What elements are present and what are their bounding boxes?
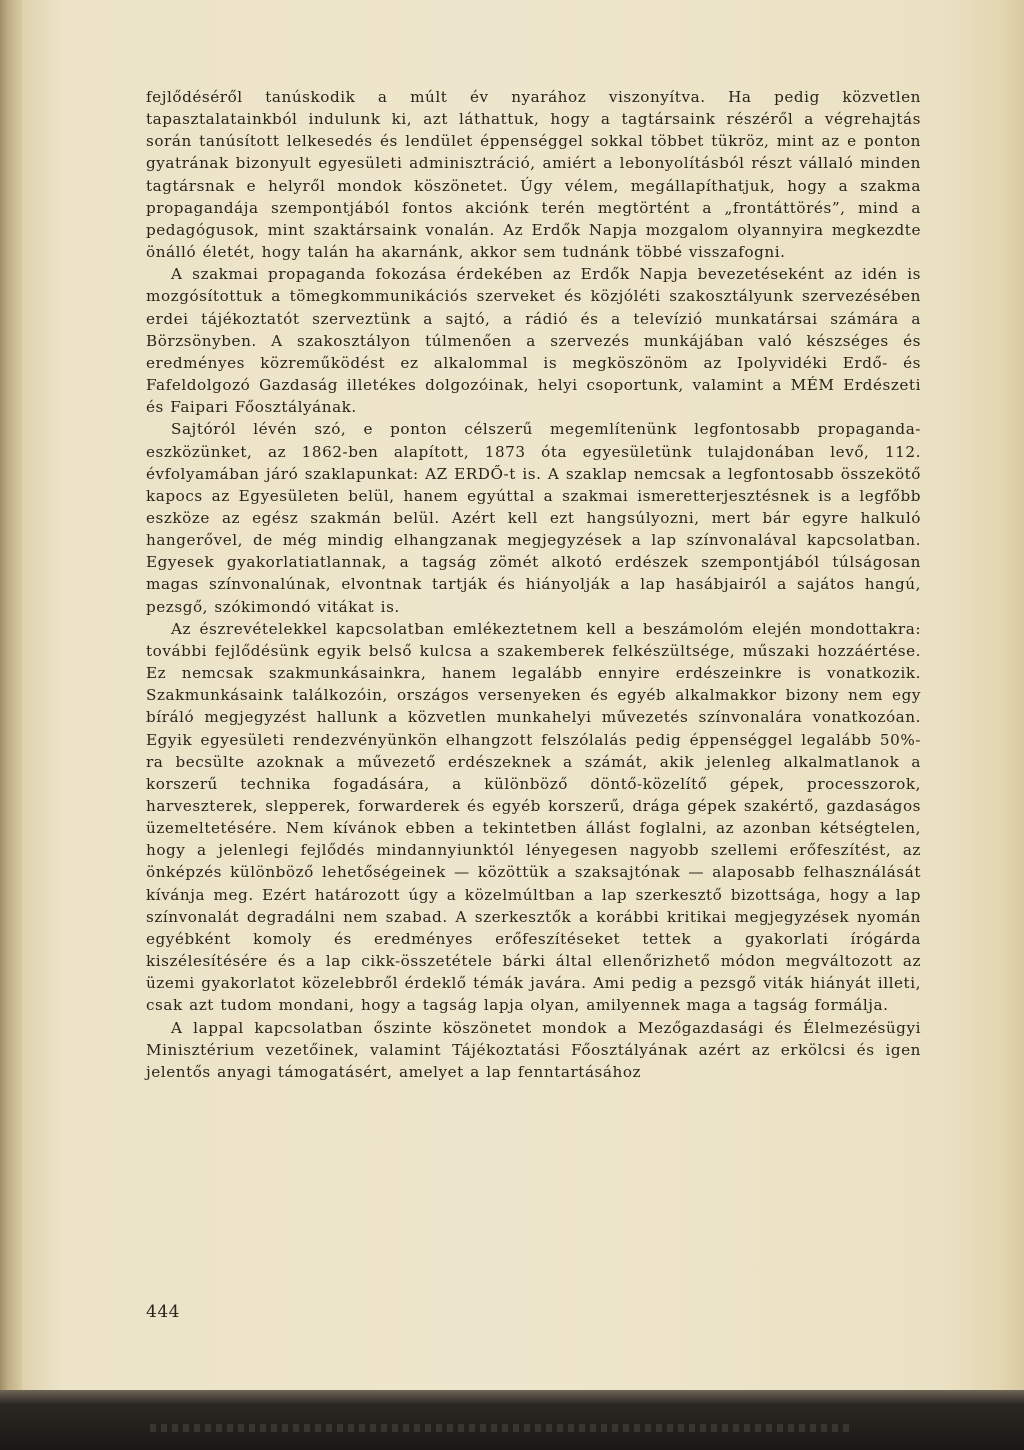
paragraph: Sajtóról lévén szó, e ponton célszerű megemlítenünk legfontosabb propaganda-eszközünket, az 1862-ben alapított, 1873 óta egyesületünk tulajdonában levő, 112. évfolyamában járó szaklapunkat: AZ ERDŐ-t is. A szaklap nemcsak a legfontosabb összekötő kapocs az Egyesületen belül, hanem egyúttal a szakmai ismeretterjesztésnek is a legfőbb eszköze az egész szakmán belül. Azért kell ezt hangsúlyozni, mert bár egyre halkuló hangerővel, de még mindig elhangzanak megjegyzések a lap színvonalával kapcsolatban. Egyesek gyakorlatiatlannak, a tagság zömét alkotó erdészek szempontjából túlságosan magas színvonalúnak, elvontnak tartják és hiányolják a lap hasábjairól a sajátos hangú, pezsgő, szókimondó vitákat is. [146,420,921,616]
paragraph: Az észrevételekkel kapcsolatban emlékeztetnem kell a beszámolóm elején mondottakra: további fejlődésünk egyik belső kulcsa a szakemberek felkészültsége, műszaki hozzáértése. Ez nemcsak szakmunkásainkra, hanem legalább ennyire erdészeinkre is vonatkozik. Szakmunkásaink találkozóin, országos versenyeken és egyéb alkalmakkor bizony nem egy bíráló megjegyzést hallunk a közvetlen munkahelyi művezetés színvonalára vonatkozóan. Egyik egyesületi rendezvényünkön elhangzott felszólalás pedig éppenséggel legalább 50%-ra becsülte azoknak a művezető erdészeknek a számát, akik jelenleg alkalmatlanok a korszerű technika fogadására, a különböző döntő-közelítő gépek, processzorok, harveszterek, slepperek, forwarderek és egyéb korszerű, drága gépek szakértő, gazdaságos üzemeltetésére. Nem kívánok ebben a tekintetben állást foglalni, az azonban kétségtelen, hogy a jelenlegi fejlődés mindannyiunktól lényegesen nagyobb szellemi erőfeszítést, az önképzés különböző lehetőségeinek — közöttük a szaksajtónak — alaposabb felhasználását kívánja meg. Ezért határozott úgy a közelmúltban a lap szerkesztő bizottsága, hogy a lap színvonalát degradálni nem szabad. A szerkesztők a korábbi kritikai megjegyzések nyomán egyébként komoly és eredményes erőfeszítéseket tettek a gyakorlati írógárda kiszélesítésére és a lap cikk-összetétele bárki által ellenőrizhető módon megváltozott az üzemi gyakorlatot közelebbről érdeklő témák javára. Ami pedig a pezsgő viták hiányát illeti, csak azt tudom mondani, hogy a tagság lapja olyan, amilyennek maga a tagság formálja. [146,619,921,1015]
paragraph: A lappal kapcsolatban őszinte köszönetet mondok a Mezőgazdasági és Élelmezésügyi Minisztérium vezetőinek, valamint Tájékoztatási Főosztályának azért az erkölcsi és igen jelentős anyagi támogatásért, amelyet a lap fenntartásához [146,1018,921,1081]
scanner-bottom-edge [0,1390,1024,1450]
book-spine-edge [0,0,22,1450]
paragraph: fejlődéséről tanúskodik a múlt év nyarához viszonyítva. Ha pedig közvetlen tapasztalatainkból indulunk ki, azt láthattuk, hogy a tagtársaink részéről a végrehajtás során tanúsított lelkesedés és lendület éppenséggel sokkal többet tükröz, mint az e ponton gyatrának bizonyult egyesületi adminisztráció, amiért a lebonyolításból részt vállaló minden tagtársnak e helyről mondok köszönetet. Úgy vélem, megállapíthatjuk, hogy a szakma propagandája szempontjából fontos akciónk terén megtörtént a „frontáttörés”, mind a pedagógusok, mint szaktársaink vonalán. Az Erdők Napja mozgalom olyannyira megkezdte önálló életét, hogy talán ha akarnánk, akkor sem tudnánk többé visszafogni. [146,88,921,262]
bleed-through-text [150,1424,850,1432]
page-number: 444 [146,1302,180,1322]
body-text [146,86,921,1083]
paragraph: A szakmai propaganda fokozása érdekében az Erdők Napja bevezetéseként az idén is mozgósítottuk a tömegkommunikációs szerveket és közjóléti szakosztályunk szervezésében erdei tájékoztatót szerveztünk a sajtó, a rádió és a televízió munkatársai számára a Börzsönyben. A szakosztályon túlmenően a szervezés munkájában való készséges és eredményes közreműködést ez alkalommal is megköszönöm az Ipolyvidéki Erdő- és Fafeldolgozó Gazdaság illetékes dolgozóinak, helyi csoportunk, valamint a MÉM Erdészeti és Faipari Főosztályának. [146,265,921,417]
